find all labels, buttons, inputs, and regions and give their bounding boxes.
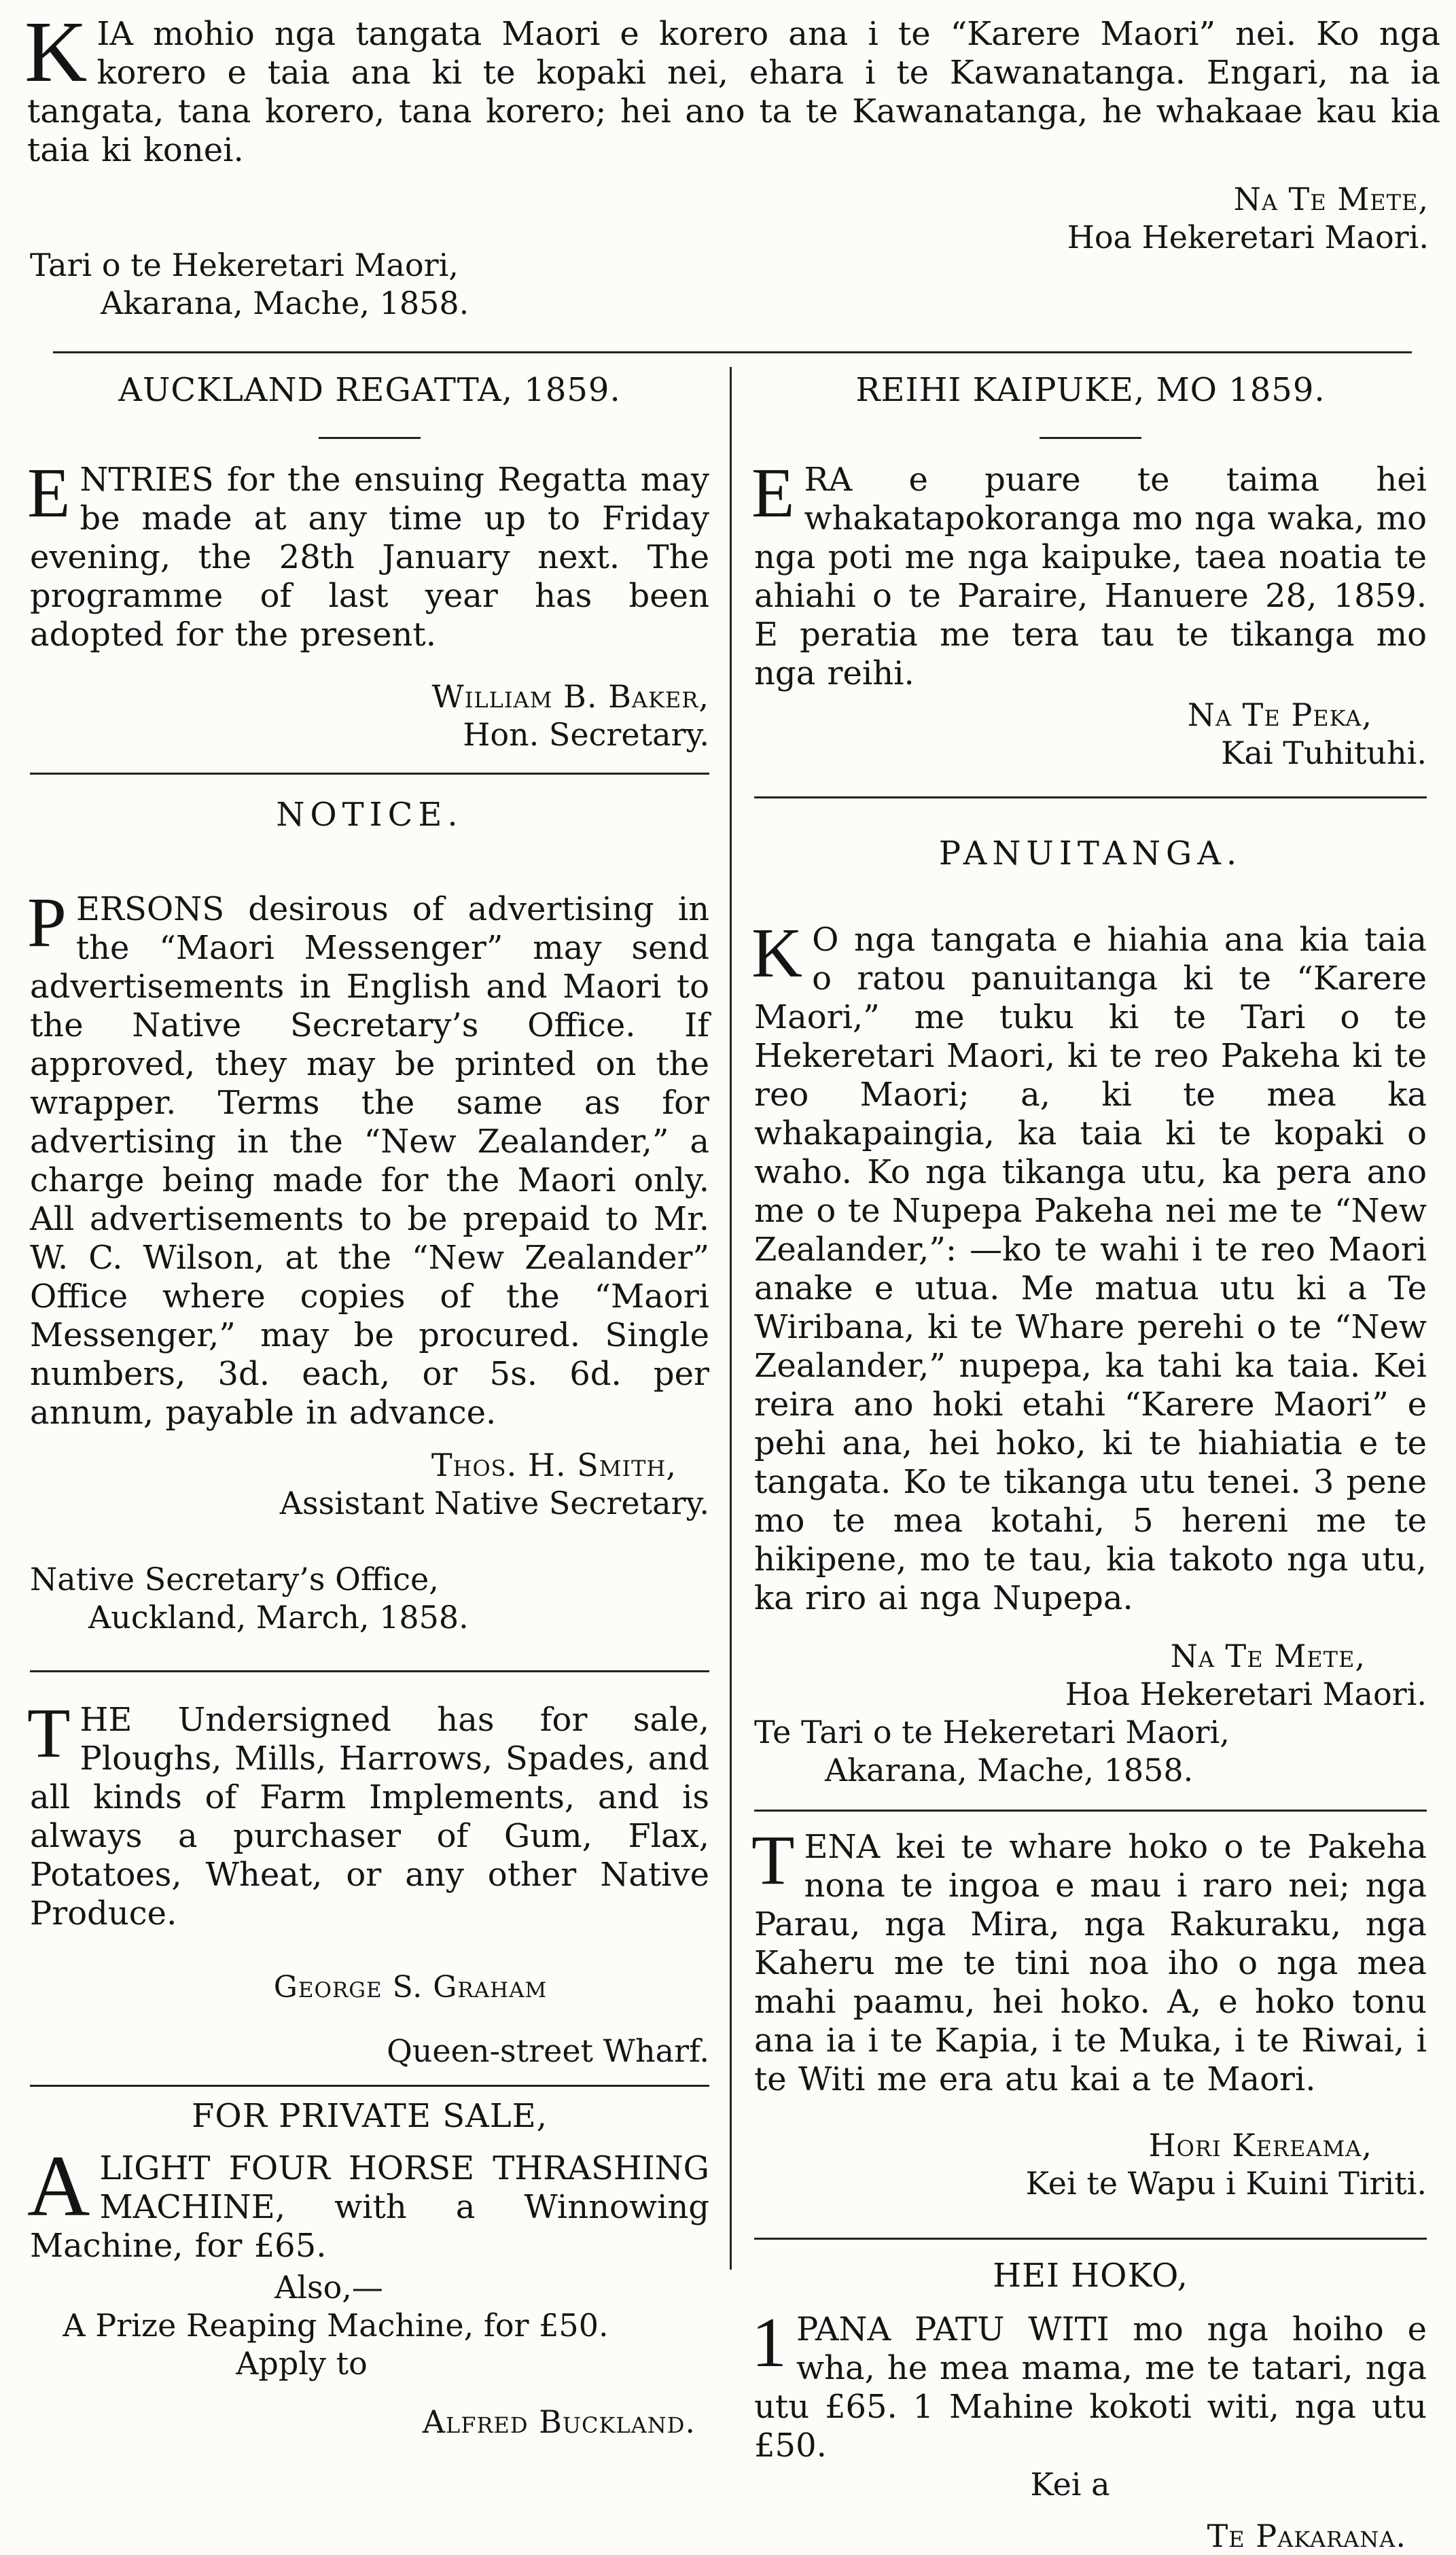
signer-name: Te Pakarana. xyxy=(1207,2518,1406,2554)
drop-cap: P xyxy=(27,883,67,962)
hei-hoko-body xyxy=(751,2304,1427,2465)
signer-title: Assistant Native Secretary. xyxy=(279,1485,709,1521)
place-date: Akarana, Mache, 1858. xyxy=(825,1752,1194,1788)
lead-word: HE xyxy=(79,1701,132,1739)
lead-word: ERSONS xyxy=(75,890,225,928)
top-notice-office xyxy=(30,246,469,322)
top-notice-text: IA mohio nga tangata Maori e korero ana i te “Karere Maori” nei. Ko nga korero e taia ana ki te kopaki nei, ehara i te Kawanatanga. Engari, na ia tangata, tana korero, tana korero; hei ano ta te Kawanatanga, he whakaae kau kia taia ki konei. xyxy=(27,15,1440,169)
top-notice-body xyxy=(24,3,1440,170)
reihi-heading: REIHI KAIPUKE, MO 1859. xyxy=(855,371,1326,409)
section-rule xyxy=(754,2238,1427,2240)
drop-cap: K xyxy=(751,914,803,992)
drop-cap: E xyxy=(27,454,71,532)
signer-title: Hoa Hekeretari Maori. xyxy=(1065,1676,1427,1712)
hei-hoko-kei-a: Kei a xyxy=(1030,2466,1110,2503)
regatta-signature xyxy=(30,677,709,754)
top-notice-signature xyxy=(953,180,1429,256)
panuitanga-text: O nga tangata e hiahia ana kia taia o ratou panuitanga ki te “Karere Maori,” me tuku ki te Tari o te Hekeretari Maori, ki te reo Pakeha ki te reo Maori; a, ki te mea ka whakapaingia, ka taia ki te kopaki o waho. Ko nga tikanga utu, ka pera ano me o te Nupepa Pakeha nei me te “New Zealander,”: —ko te wahi i te reo Maori anake e utua. Me matua utu ki a Te Wiribana, ki te Whare perehi o te “New Zealander,” nupepa, ka tahi ka taia. Kei reira ano hoki etahi “Karere Maori” e pehi ana, hei hoko, ki te hiahiatia e te tangata. Ko te tikanga utu tenei. 3 pene mo te mea kotahi, 5 hereni me te hikipene, mo te tau, kia takoto nga utu, ka riro ai nga Nupepa. xyxy=(754,921,1427,1617)
graham-advert xyxy=(27,1694,709,2070)
private-sale-reaping: A Prize Reaping Machine, for £50. xyxy=(63,2307,609,2344)
regatta-notice xyxy=(27,370,709,754)
signer-name: George S. Graham xyxy=(273,1970,548,2005)
drop-cap: E xyxy=(751,454,795,532)
panuitanga-notice xyxy=(751,834,1427,1789)
section-rule xyxy=(754,1810,1427,1812)
reihi-text: RA e puare te taima hei whakatapokoranga mo nga waka, mo nga poti me nga kaipuke, taea noatia te ahiahi o te Paraire, Hanuere 28, 1859. E peratia me tera tau te tikanga mo nga reihi. xyxy=(754,461,1427,692)
drop-cap: 1 xyxy=(751,2304,787,2382)
graham-text: Undersigned has for sale, Ploughs, Mills, Harrows, Spades, and all kinds of Farm Implements, and is always a purchaser of Gum, Flax, Potatoes, Wheat, or any other Native Produce. xyxy=(30,1701,709,1933)
private-sale-advert xyxy=(27,2096,709,2441)
private-sale-text: LIGHT FOUR HORSE THRASHING MACHINE, with a Winnowing Machine, for £65. xyxy=(30,2149,709,2265)
signer-name: Na Te Mete, xyxy=(1233,181,1429,217)
notice-advertising xyxy=(27,795,709,1636)
hei-hoko-text: PANA PATU WITI mo nga hoiho e wha, he mea mama, me te tatari, nga utu £65. 1 Mahine kokoti witi, nga utu £50. xyxy=(754,2310,1427,2465)
notice-office xyxy=(30,1560,709,1636)
panuitanga-signature xyxy=(754,1637,1427,1713)
reihi-signature xyxy=(754,696,1427,772)
column-divider xyxy=(730,367,732,2270)
drop-cap: A xyxy=(27,2138,90,2234)
place-date: Auckland, March, 1858. xyxy=(88,1599,469,1636)
signer-title: Kai Tuhituhi. xyxy=(1221,735,1427,771)
reihi-notice xyxy=(751,370,1427,772)
signer-title: Hoa Hekeretari Maori. xyxy=(1067,219,1429,256)
private-sale-heading: FOR PRIVATE SALE, xyxy=(192,2097,548,2135)
signer-name: Hori Kereama, xyxy=(1148,2127,1372,2164)
private-sale-body xyxy=(27,2138,709,2266)
tena-advert xyxy=(751,1821,1427,2202)
office-name: Te Tari o te Hekeretari Maori, xyxy=(754,1714,1230,1750)
left-column xyxy=(27,370,709,2441)
drop-cap: T xyxy=(27,1694,71,1772)
signer-name: William B. Baker, xyxy=(431,678,709,715)
place-date: Akarana, Mache, 1858. xyxy=(101,285,469,321)
signer-title: Hon. Secretary. xyxy=(463,716,709,753)
section-rule xyxy=(30,2085,709,2087)
hei-hoko-advert xyxy=(751,2256,1427,2555)
signer-name: Na Te Mete, xyxy=(1170,1638,1366,1674)
tena-body xyxy=(751,1821,1427,2099)
right-column xyxy=(751,370,1427,2555)
tena-text: kei te whare hoko o te Pakeha nona te ingoa e mau i raro nei; nga Parau, nga Mira, nga Rakuraku, nga Kaheru me te tini noa iho o nga mea mahi paamu, hei hoko. A, e hoko tonu ana ia i te Kapia, i te Muka, i te Riwai, i te Witi me era atu kai a te Maori. xyxy=(754,1828,1427,2098)
signer-name: Na Te Peka, xyxy=(1187,697,1372,733)
signer-address: Kei te Wapu i Kuini Tiriti. xyxy=(1025,2165,1427,2202)
notice-body xyxy=(27,883,709,1432)
notice-text: desirous of advertising in the “Maori Messenger” may send advertisements in English and Maori to the Native Secretary’s Office. If approved, they may be printed on the wrapper. Terms the same as for advertising in the “New Zealander,” a charge being made for the Maori only. All advertisements to be prepaid to Mr. W. C. Wilson, at the “New Zealander” Office where copies of the “Maori Messenger,” may be procured. Single numbers, 3d. each, or 5s. 6d. per annum, payable in advance. xyxy=(30,890,709,1432)
regatta-heading: AUCKLAND REGATTA, 1859. xyxy=(118,371,621,409)
signer-address: Queen-street Wharf. xyxy=(387,2032,709,2069)
header-rule xyxy=(53,351,1412,353)
drop-cap: T xyxy=(751,1821,795,1899)
panuitanga-office xyxy=(754,1713,1427,1789)
notice-heading: NOTICE. xyxy=(276,796,463,834)
notice-signature xyxy=(30,1446,709,1522)
section-rule xyxy=(754,796,1427,798)
regatta-body xyxy=(27,454,709,654)
signer-name: Alfred Buckland. xyxy=(422,2403,696,2440)
section-rule xyxy=(30,1670,709,1672)
reihi-body xyxy=(751,454,1427,693)
tena-signature xyxy=(754,2126,1427,2202)
regatta-text: NTRIES for the ensuing Regatta may be made at any time up to Friday evening, the 28th January next. The programme of last year has been adopted for the present. xyxy=(30,461,709,654)
top-notice xyxy=(24,3,1440,170)
short-rule xyxy=(319,437,421,439)
office-name: Tari o te Hekeretari Maori, xyxy=(30,247,459,283)
drop-cap: K xyxy=(24,3,88,100)
panuitanga-body xyxy=(751,914,1427,1618)
hei-hoko-heading: HEI HOKO, xyxy=(993,2257,1188,2295)
private-sale-also: Also,— xyxy=(274,2269,383,2306)
graham-body xyxy=(27,1694,709,1933)
office-name: Native Secretary’s Office, xyxy=(30,1561,439,1598)
lead-word: ENA xyxy=(804,1828,881,1866)
section-rule xyxy=(30,773,709,775)
panuitanga-heading: PANUITANGA. xyxy=(938,834,1243,873)
short-rule xyxy=(1040,437,1141,439)
private-sale-apply: Apply to xyxy=(236,2345,368,2382)
signer-name: Thos. H. Smith, xyxy=(431,1447,677,1483)
